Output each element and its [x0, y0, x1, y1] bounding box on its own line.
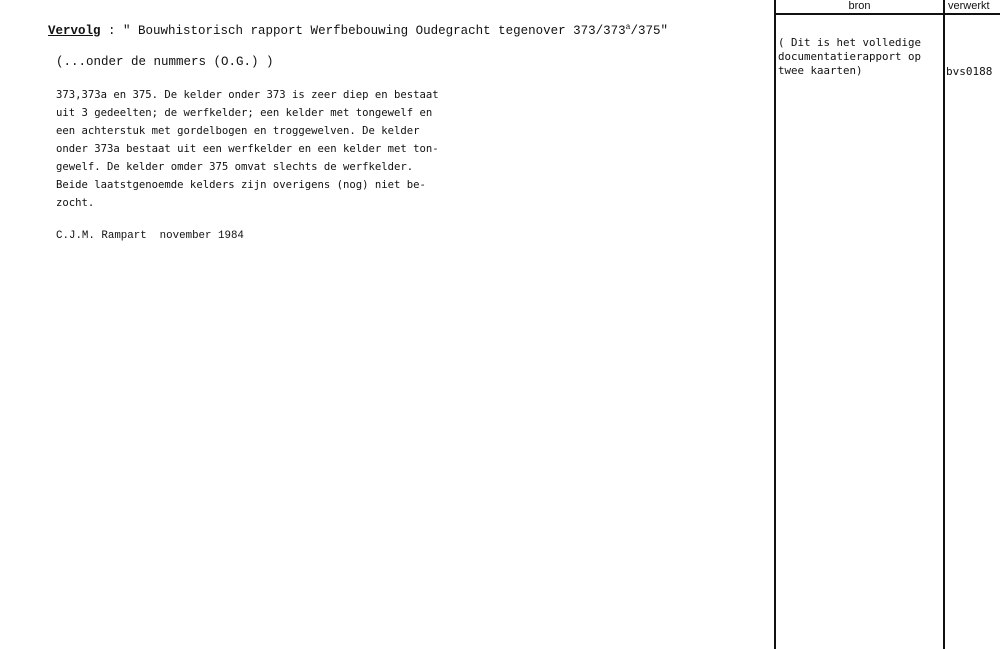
- column-header-verwerkt: verwerkt: [948, 0, 990, 12]
- body-line: gewelf. De kelder omder 375 omvat slechts de werfkelder.: [56, 161, 414, 173]
- body-line: onder 373a bestaat uit een werfkelder en een kelder met ton-: [56, 143, 439, 155]
- body-line: 373,373a en 375. De kelder onder 373 is zeer diep en bestaat: [56, 89, 439, 101]
- document-heading: [48, 23, 668, 38]
- heading-lead: Vervolg: [48, 24, 101, 38]
- heading-title: " Bouwhistorisch rapport Werfbebouwing Oudegracht tegenover 373/373: [123, 24, 626, 38]
- heading-superscript: a: [625, 23, 631, 32]
- table-header-rule: [774, 13, 1000, 15]
- body-line: een achterstuk met gordelbogen en troggewelven. De kelder: [56, 125, 420, 137]
- body-line: zocht.: [56, 197, 95, 209]
- heading-separator: :: [100, 24, 124, 38]
- verwerkt-cell: bvs0188: [946, 65, 993, 78]
- bron-line: twee kaarten): [778, 64, 863, 77]
- bron-line: ( Dit is het volledige: [778, 36, 922, 49]
- signature-line: C.J.M. Rampart november 1984: [56, 230, 244, 242]
- heading-tail: /375": [630, 24, 668, 38]
- body-line: Beide laatstgenoemde kelders zijn overigens (nog) niet be-: [56, 179, 426, 191]
- table-divider-left: [774, 0, 776, 649]
- bron-cell: [778, 36, 942, 78]
- table-divider-right: [943, 0, 945, 649]
- bron-line: documentatierapport op: [778, 50, 922, 63]
- document-subheading: (...onder de nummers (O.G.) ): [56, 55, 274, 69]
- body-line: uit 3 gedeelten; de werfkelder; een kelder met tongewelf en: [56, 107, 433, 119]
- body-paragraph: [56, 86, 496, 212]
- column-header-bron: bron: [848, 0, 871, 12]
